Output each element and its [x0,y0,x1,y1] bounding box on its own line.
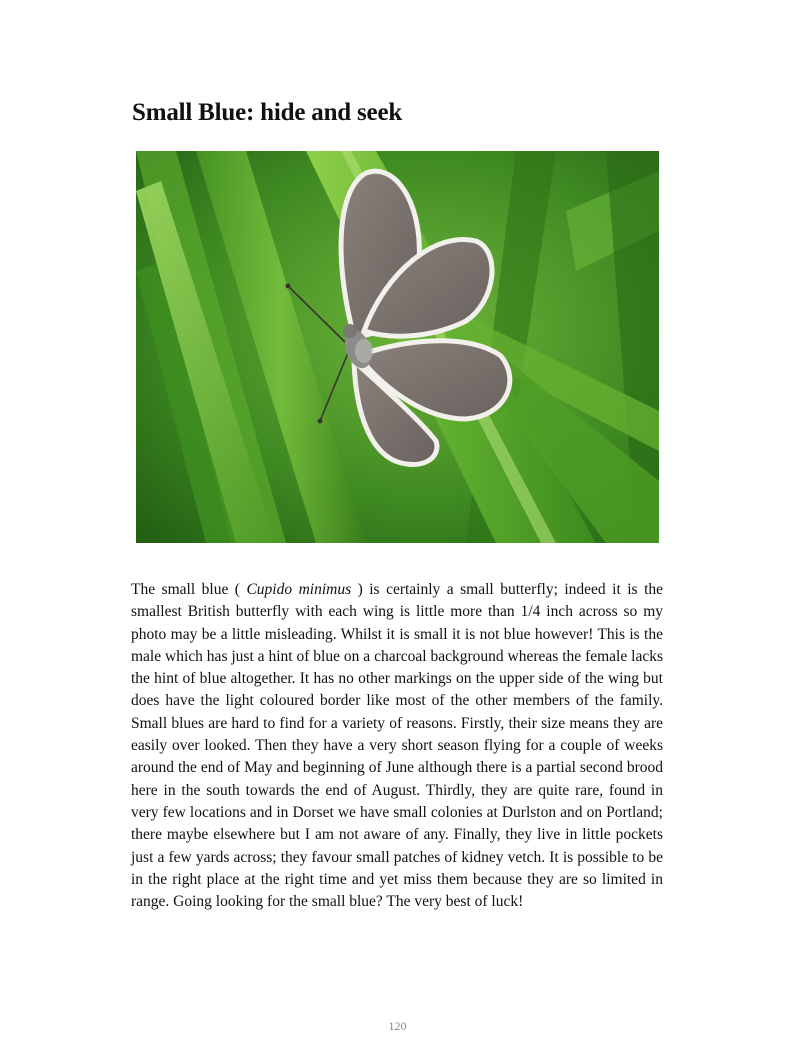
butterfly-photo [136,151,659,543]
species-name: Cupido minimus [246,581,352,598]
article-body [131,579,663,913]
article-intro-before: The small blue ( [131,581,247,598]
article-text: ) is certainly a small butterfly; indeed it is the smallest British butterfly with each wing is little more than 1/4 inch across so my photo may be a little misleading. Whilst it is small it is not blue however! This is the male which has just a hint of blue on a charcoal background whereas the female lacks the hint of blue altogether. It has no other markings on the upper side of the wing but does have the light coloured border like most of the other members of the family. Small blues are hard to find for a variety of reasons. Firstly, their size means they are easily over looked. Then they have a very short season flying for a couple of weeks around the end of May and beginning of June although there is a partial second brood here in the south towards the end of August. Thirdly, they are quite rare, found in very few locations and in Dorset we have small colonies at Durlston and on Portland; there maybe elsewhere but I am not aware of any. Finally, they live in little pockets just a few yards across; they favour small patches of kidney vetch. It is possible to be in the right place at the right time and yet miss them because they are so limited in range. Going looking for the small blue? The very best of luck! [131,581,663,911]
page-title: Small Blue: hide and seek [132,99,403,126]
page-number: 120 [388,1019,407,1033]
